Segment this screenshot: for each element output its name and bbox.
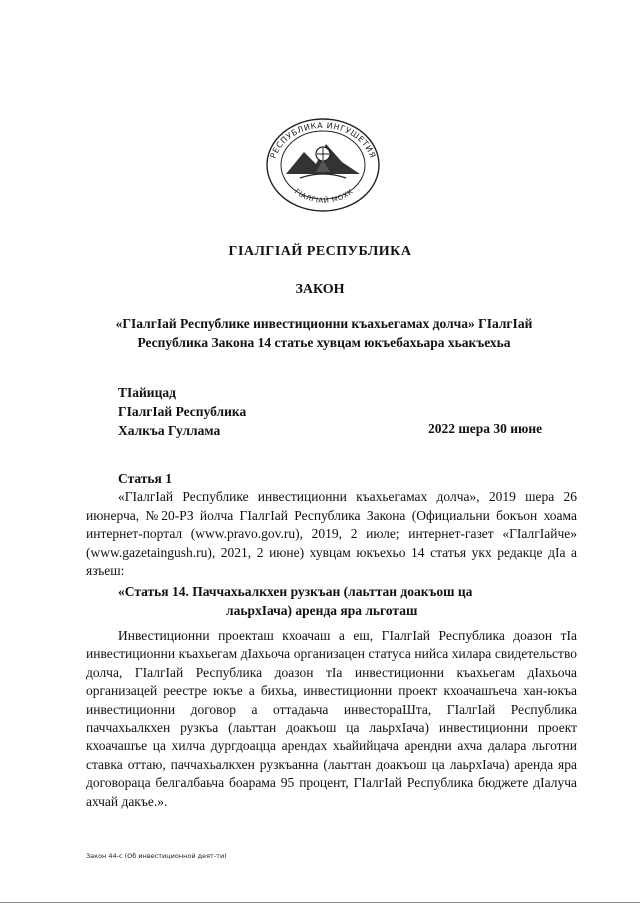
article1-heading: Статья 1 <box>118 471 172 486</box>
republic-name: ГІАЛГІАЙ РЕСПУБЛИКА <box>228 244 412 259</box>
emblem-bottom-text: ГІАЛГІАЙ МОХК <box>293 187 355 205</box>
law-title <box>86 314 562 352</box>
footer-note: Закон 44-с (Об инвестиционной деят-ти) <box>86 852 227 860</box>
article14-title-line1: «Статья 14. Паччахьалкхен рузкъан (лаьттан доакъош ца <box>118 584 473 599</box>
page-edge-divider <box>0 902 640 903</box>
adoption-block <box>118 383 246 440</box>
law-title-line2: Республика Закона 14 статье хувцам юкъебахьара хьакъехьа <box>137 335 511 350</box>
adopted-body: Халкъа Гуллама <box>118 423 221 438</box>
article14-title <box>118 582 578 620</box>
article14-text: Инвестиционни проекташ кхоачаш а еш, ГІалгІай Республика доазон тІа инвестиционни къахьегам дІахьоча организацен статуса нийса хилара свидетельство долча, ГІалгІай Республика доазон тІа инвестиционни къахьегам дІахьоча организацей реестре юкъе а бихьа, инвестиционни проект кхоачашъеча хан-юкъа инвестиционни договор а оттадаьча инвестораШта, ГІалгІай Республика паччахьалкхен рузкъа (лаьттан доакъош ца лаьрхІача) инвестиционни проект кхоачашъе ца хилча дургдоацца арендах хьайийцача арендни ахча далара льготни ставка оттаю, паччахьалкхен рузкъанна (лаьттан доакъош ца лаьрхІача) аренда яра договораца белгалбаьча боарама 95 процент, ГІалгІай Республика бюджете дІалуча ахчай дакъе.». <box>86 628 577 809</box>
law-title-line1: «ГІалгІай Республике инвестиционни къахьегамах долча» ГІалгІай <box>115 316 533 331</box>
adopted-label: ТІайицад <box>118 385 176 400</box>
adoption-date: 2022 шера 30 июне <box>428 421 543 436</box>
adopted-republic: ГІалгІай Республика <box>118 404 247 419</box>
document-type: ЗАКОН <box>295 282 345 297</box>
republic-emblem-icon <box>264 116 382 214</box>
article1-body <box>86 488 577 581</box>
article14-title-line2: лаьрхІача) аренда яра льготаш <box>226 603 418 618</box>
article1-text: «ГІалгІай Республике инвестиционни къахьегамах долча», 2019 шера 26 июнерча, №20-РЗ йолча ГІалгІай Республика Закона (Официальни бокъон хоама интернет-портал (www.pravo.gov.ru), 2019, 2 июле; интернет-газет «ГІалгІайче» (www.gazetaingush.ru), 2021, 2 июне) хувцам юкъехьо 14 статья укх редакце дІа а язъеш: <box>86 489 577 579</box>
svg-text:ГІАЛГІАЙ МОХК <box>293 188 355 205</box>
emblem-top-text: РЕСПУБЛИКА ИНГУШЕТИЯ <box>268 120 378 160</box>
